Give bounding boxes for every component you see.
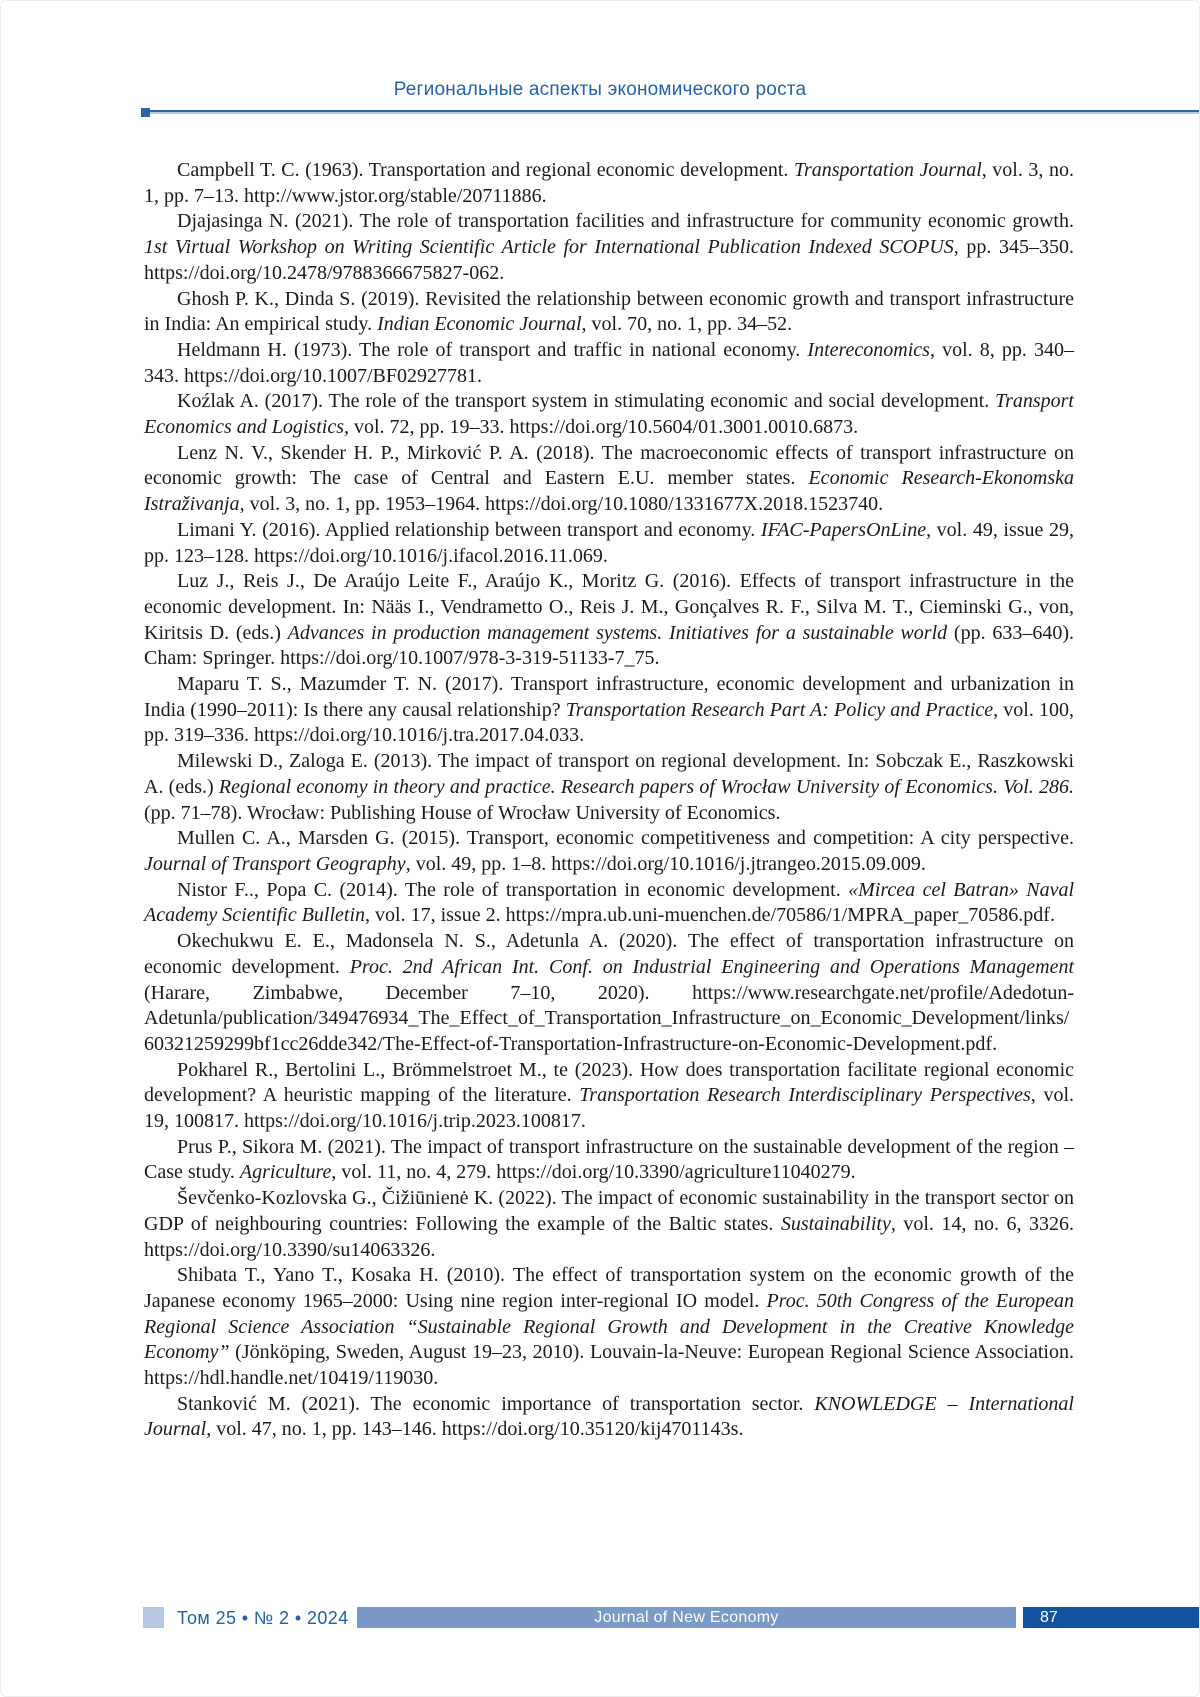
reference-entry: Lenz N. V., Skender H. P., Mirković P. A. (2018). The macroeconomic effects of transport infrastructure on economic growth: The case of Central and Eastern E.U. member states. Economic Research-Ekonomska Istraživanja, vol. 3, no. 1, pp. 1953–1964. https://doi.org/10.1080/1331677X.2018.1523740. bbox=[144, 441, 1075, 516]
reference-entry: Milewski D., Zaloga E. (2013). The impact of transport on regional development. In: Sobczak E., Raszkowski A. (eds.) Regional economy in theory and practice. Research papers of Wrocław University of Economics. Vol. 286. (pp. 71–78). Wrocław: Publishing House of Wrocław University of Economics. bbox=[144, 750, 1074, 824]
header-rule bbox=[142, 108, 1199, 114]
reference-entry: Stanković M. (2021). The economic importance of transportation sector. KNOWLEDGE – International Journal, vol. 47, no. 1, pp. 143–146. https://doi.org/10.35120/kij4701143s. bbox=[144, 1392, 1074, 1441]
reference-entry: Nistor F.., Popa C. (2014). The role of transportation in economic development. «Mircea cel Batran» Naval Academy Scientific Bulletin, vol. 17, issue 2. https://mpra.ub.uni-muenchen.de/70586/1/MPRA_paper_70586.pdf. bbox=[144, 878, 1075, 927]
reference-entry: Mullen C. A., Marsden G. (2015). Transport, economic competitiveness and competition: A city perspective. Journal of Transport Geography, vol. 49, pp. 1–8. https://doi.org/10.1016/j.jtrangeo.2015.09.009. bbox=[144, 827, 1074, 875]
footer-journal-name: Journal of New Economy bbox=[357, 1607, 1016, 1628]
reference-entry: Maparu T. S., Mazumder T. N. (2017). Transport infrastructure, economic development and urbanization in India (1990–2011): Is there any causal relationship? Transportation Research Part A: Policy and Practice, vol. 100, pp. 319–336. https://doi.org/10.1016/j.tra.2017.04.033. bbox=[144, 673, 1074, 747]
reference-entry: Luz J., Reis J., De Araújo Leite F., Araújo K., Moritz G. (2016). Effects of transport infrastructure in the economic development. In: Nääs I., Vendrametto O., Reis J. M., Gonçalves R. F., Silva M. T., Cieminski G., von, Kiritsis D. (eds.) Advances in production management systems. Initiatives for a sustainable world (pp. 633–640). Cham: Springer. https://doi.org/10.1007/978-3-319-51133-7_75. bbox=[144, 570, 1074, 670]
reference-entry: Okechukwu E. E., Madonsela N. S., Adetunla A. (2020). The effect of transportation infrastructure on economic development. Proc. 2nd African Int. Conf. on Industrial Engineering and Operations Management (Harare, Zimbabwe, December 7–10, 2020). https://www.researchgate.net/profile/Adedotun-Adetunla/publication/349476934_The_Effect_of_Transportation_Infrastructure_on_Economic_Development/links/60321259299bf1cc26dde342/The-Effect-of-Transportation-Infrastructure-on-Economic-Development.pdf. bbox=[144, 930, 1074, 1055]
reference-entry: Prus P., Sikora M. (2021). The impact of transport infrastructure on the sustainable development of the region – Case study. Agriculture, vol. 11, no. 4, 279. https://doi.org/10.3390/agriculture11040279. bbox=[144, 1135, 1074, 1184]
reference-entry: Djajasinga N. (2021). The role of transportation facilities and infrastructure for community economic growth. 1st Virtual Workshop on Writing Scientific Article for International Publication Indexed SCOPUS, pp. 345–350. https://doi.org/10.2478/9788366675827-062. bbox=[144, 210, 1074, 284]
reference-entry: Ševčenko-Kozlovska G., Čižiūnienė K. (2022). The impact of economic sustainability in the transport sector on GDP of neighbouring countries: Following the example of the Baltic states. Sustainability, vol. 14, no. 6, 3326. https://doi.org/10.3390/su14063326. bbox=[144, 1187, 1074, 1261]
page-footer bbox=[1, 1607, 1199, 1629]
footer-volume-info: Том 25 • № 2 • 2024 bbox=[177, 1608, 349, 1628]
running-head-title: Региональные аспекты экономического роста bbox=[393, 79, 807, 100]
footer-square-ornament bbox=[143, 1607, 164, 1628]
references-list bbox=[144, 158, 1074, 1443]
reference-entry: Limani Y. (2016). Applied relationship between transport and economy. IFAC-PapersOnLine, vol. 49, issue 29, pp. 123–128. https://doi.org/10.1016/j.ifacol.2016.11.069. bbox=[144, 518, 1074, 567]
reference-entry: Heldmann H. (1973). The role of transport and traffic in national economy. Intereconomics, vol. 8, pp. 340–343. https://doi.org/10.1007/BF02927781. bbox=[144, 338, 1074, 387]
reference-entry: Ghosh P. K., Dinda S. (2019). Revisited the relationship between economic growth and transport infrastructure in India: An empirical study. Indian Economic Journal, vol. 70, no. 1, pp. 34–52. bbox=[144, 287, 1074, 336]
reference-entry: Shibata T., Yano T., Kosaka H. (2010). The effect of transportation system on the economic growth of the Japanese economy 1965–2000: Using nine region inter-regional IO model. Proc. 50th Congress of the European Regional Science Association “Sustainable Regional Growth and Development in the Creative Knowledge Economy” (Jönköping, Sweden, August 19–23, 2010). Louvain-la-Neuve: European Regional Science Association. https://hdl.handle.net/10419/119030. bbox=[144, 1264, 1074, 1390]
footer-page-number: 87 bbox=[1023, 1607, 1199, 1628]
header-rule-square bbox=[141, 108, 150, 117]
header-rule-line bbox=[142, 110, 1199, 116]
reference-entry: Campbell T. C. (1963). Transportation and regional economic development. Transportation Journal, vol. 3, no. 1, pp. 7–13. http://www.jstor.org/stable/20711886. bbox=[144, 159, 1074, 207]
reference-entry: Pokharel R., Bertolini L., Brömmelstroet M., te (2023). How does transportation facilitate regional economic development? A heuristic mapping of the literature. Transportation Research Interdisciplinary Perspectives, vol. 19, 100817. https://doi.org/10.1016/j.trip.2023.100817. bbox=[144, 1058, 1074, 1133]
reference-entry: Koźlak A. (2017). The role of the transport system in stimulating economic and social development. Transport Economics and Logistics, vol. 72, pp. 19–33. https://doi.org/10.5604/01.3001.0010.6873. bbox=[144, 390, 1074, 439]
